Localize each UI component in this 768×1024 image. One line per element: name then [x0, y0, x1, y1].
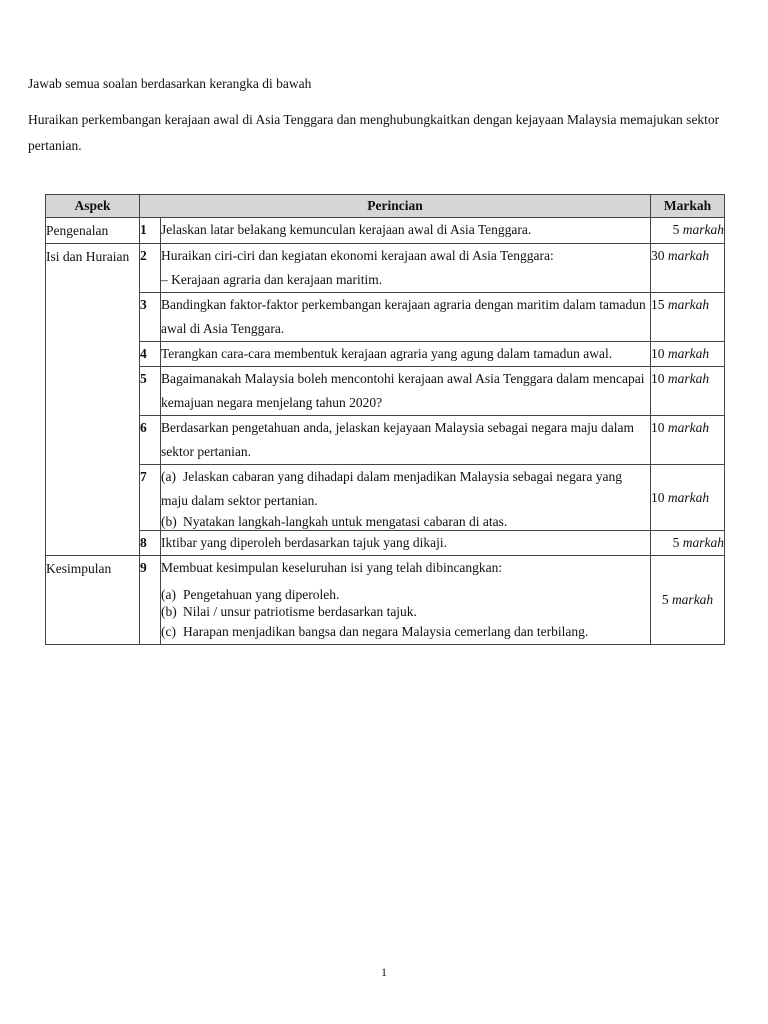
item-description: Iktibar yang diperoleh berdasarkan tajuk yang dikaji. [161, 531, 651, 556]
table-row [46, 556, 725, 645]
table-row [46, 342, 725, 367]
item-description: Bandingkan faktor-faktor perkembangan kerajaan agraria dengan maritim dalam tamadun awal di Asia Tenggara. [161, 293, 651, 342]
item-description: Berdasarkan pengetahuan anda, jelaskan kejayaan Malaysia sebagai negara maju dalam sektor pertanian. [161, 416, 651, 465]
item-description: Jelaskan latar belakang kemunculan kerajaan awal di Asia Tenggara. [161, 218, 651, 244]
question-text: Huraikan perkembangan kerajaan awal di Asia Tenggara dan menghubungkaitkan dengan kejayaan Malaysia memajukan sektor pertanian. [28, 112, 720, 153]
table-row [46, 244, 725, 293]
table-row [46, 531, 725, 556]
essay-framework-table [45, 194, 725, 645]
item-mark: 10 markah [651, 416, 725, 465]
item-mark: 10 markah [651, 367, 725, 416]
item-description: Terangkan cara-cara membentuk kerajaan agraria yang agung dalam tamadun awal. [161, 342, 651, 367]
item-number: 9 [140, 556, 161, 645]
aspek-kesimpulan: Kesimpulan [46, 556, 140, 645]
item-number: 5 [140, 367, 161, 416]
table-row [46, 367, 725, 416]
item-mark: 5 markah [651, 531, 725, 556]
item-description: Huraikan ciri-ciri dan kegiatan ekonomi kerajaan awal di Asia Tenggara: – Kerajaan agraria dan kerajaan maritim. [161, 244, 651, 293]
table-row [46, 465, 725, 531]
aspek-pengenalan: Pengenalan [46, 218, 140, 244]
item-number: 3 [140, 293, 161, 342]
sub-item-b: (b) Nilai / unsur patriotisme berdasarkan tajuk. [161, 604, 417, 619]
item-mark: 5 markah [651, 218, 725, 244]
item-mark: 5 markah [651, 556, 725, 645]
table-row [46, 416, 725, 465]
instruction-text: Jawab semua soalan berdasarkan kerangka di bawah [28, 76, 312, 91]
item-mark: 10 markah [651, 342, 725, 367]
sub-item-a: (a) Pengetahuan yang diperoleh. [161, 587, 340, 602]
item-description: Bagaimanakah Malaysia boleh mencontohi kerajaan awal Asia Tenggara dalam mencapai kemajuan negara menjelang tahun 2020? [161, 367, 651, 416]
item-number: 8 [140, 531, 161, 556]
table-row [46, 293, 725, 342]
item-mark: 15 markah [651, 293, 725, 342]
item-description: Membuat kesimpulan keseluruhan isi yang telah dibincangkan: (a) Pengetahuan yang diperoleh. (b) Nilai / unsur patriotisme berdasarkan tajuk. (c) Harapan menjadikan bangsa dan negara Malaysia cemerlang dan terbilang. [161, 556, 651, 645]
sub-item-a: (a) Jelaskan cabaran yang dihadapi dalam menjadikan Malaysia sebagai negara yang maju dalam sektor pertanian. [161, 469, 622, 508]
header-markah: Markah [651, 195, 725, 218]
header-aspek: Aspek [46, 195, 140, 218]
item-number: 7 [140, 465, 161, 531]
item-mark: 10 markah [651, 465, 725, 531]
item-number: 1 [140, 218, 161, 244]
table-row [46, 218, 725, 244]
item-description [161, 465, 651, 531]
sub-item-c: (c) Harapan menjadikan bangsa dan negara Malaysia cemerlang dan terbilang. [161, 624, 589, 639]
table-header-row [46, 195, 725, 218]
aspek-isi-dan-huraian: Isi dan Huraian [46, 244, 140, 556]
page-number: 1 [381, 965, 387, 979]
item-number: 6 [140, 416, 161, 465]
item-number: 4 [140, 342, 161, 367]
header-perincian: Perincian [140, 195, 651, 218]
sub-item-b: (b) Nyatakan langkah-langkah untuk mengatasi cabaran di atas. [161, 514, 508, 529]
item-number: 2 [140, 244, 161, 293]
item-subtext: – Kerajaan agraria dan kerajaan maritim. [161, 272, 383, 287]
item-mark: 30 markah [651, 244, 725, 293]
